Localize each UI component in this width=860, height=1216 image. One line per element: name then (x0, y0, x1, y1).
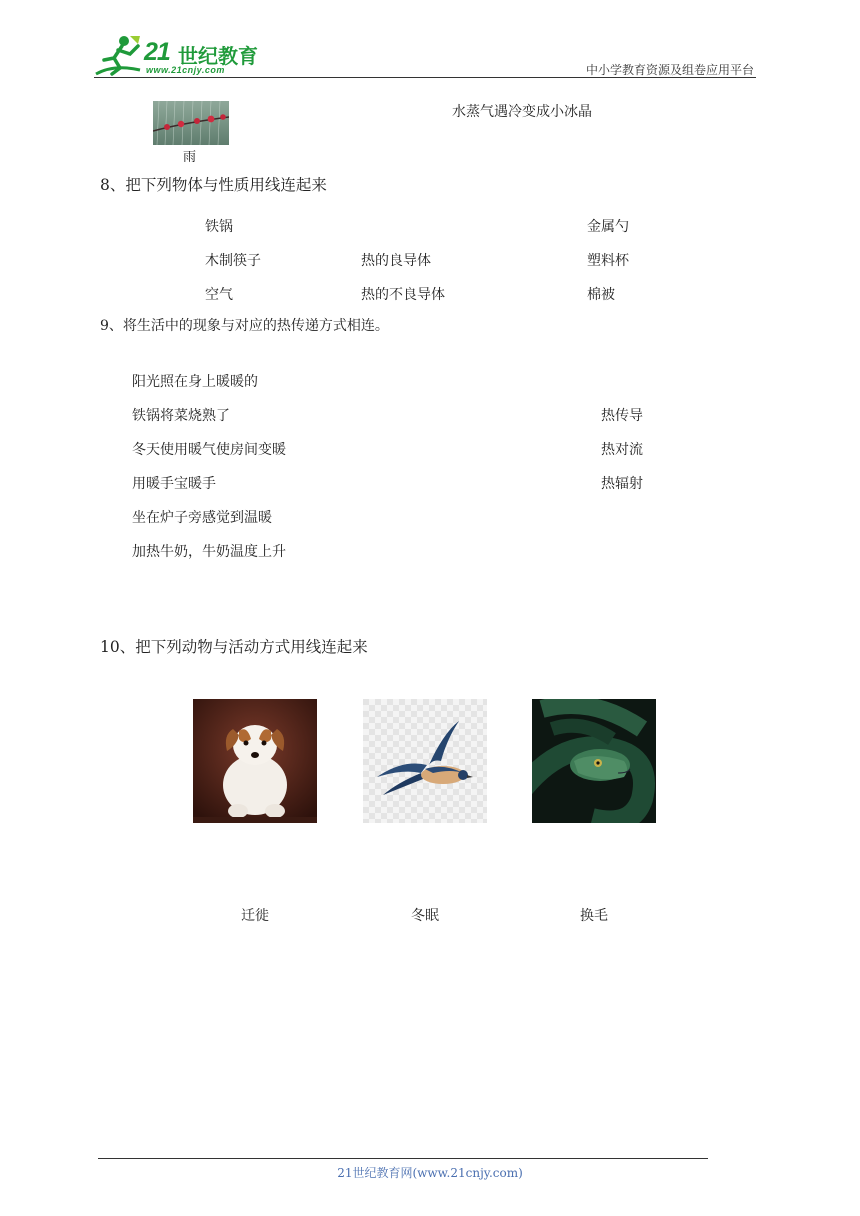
header-divider (94, 77, 756, 78)
q8-left-item: 空气 (205, 287, 233, 303)
q10-title: 10、把下列动物与活动方式用线连起来 (100, 638, 368, 656)
q10-activity: 换毛 (580, 908, 608, 924)
q8-right-item: 金属勺 (587, 219, 629, 235)
q9-method: 热传导 (601, 408, 643, 424)
footer-link[interactable]: 21世纪教育网(www.21cnjy.com) (337, 1166, 523, 1180)
q10-activity: 迁徙 (241, 908, 269, 924)
q9-title: 9、将生活中的现象与对应的热传递方式相连。 (100, 318, 389, 334)
q8-property: 热的不良导体 (361, 287, 445, 303)
q9-phenomenon: 冬天使用暖气使房间变暖 (132, 442, 286, 458)
swallow-photo (363, 699, 487, 823)
q10-activity: 冬眠 (411, 908, 439, 924)
q9-phenomenon: 用暖手宝暖手 (132, 476, 216, 492)
logo-text: 世纪教育 (178, 44, 258, 68)
logo-url: www.21cnjy.com (146, 65, 225, 75)
prev-question-text: 水蒸气遇冷变成小冰晶 (452, 104, 592, 120)
header-tagline: 中小学教育资源及组卷应用平台 (585, 63, 754, 77)
q8-left-item: 木制筷子 (205, 253, 261, 269)
q9-phenomenon: 坐在炉子旁感觉到温暖 (132, 510, 272, 526)
q8-property: 热的良导体 (361, 253, 431, 269)
logo-number: 21 (144, 38, 170, 66)
q9-method: 热对流 (601, 442, 643, 458)
q8-title: 8、把下列物体与性质用线连起来 (100, 176, 327, 194)
snake-photo (532, 699, 656, 823)
q9-method: 热辐射 (601, 476, 643, 492)
runner-logo-icon (94, 34, 144, 78)
q8-right-item: 棉被 (587, 287, 615, 303)
q9-phenomenon: 加热牛奶，牛奶温度上升 (132, 544, 286, 560)
q8-left-item: 铁锅 (205, 219, 233, 235)
dog-photo (193, 699, 317, 823)
site-logo (94, 34, 264, 78)
q9-phenomenon: 铁锅将菜烧熟了 (132, 408, 230, 424)
footer-divider (98, 1158, 708, 1159)
rain-photo (153, 101, 229, 145)
q9-phenomenon: 阳光照在身上暖暖的 (132, 374, 258, 390)
q8-right-item: 塑料杯 (587, 253, 629, 269)
rain-caption: 雨 (183, 150, 197, 165)
